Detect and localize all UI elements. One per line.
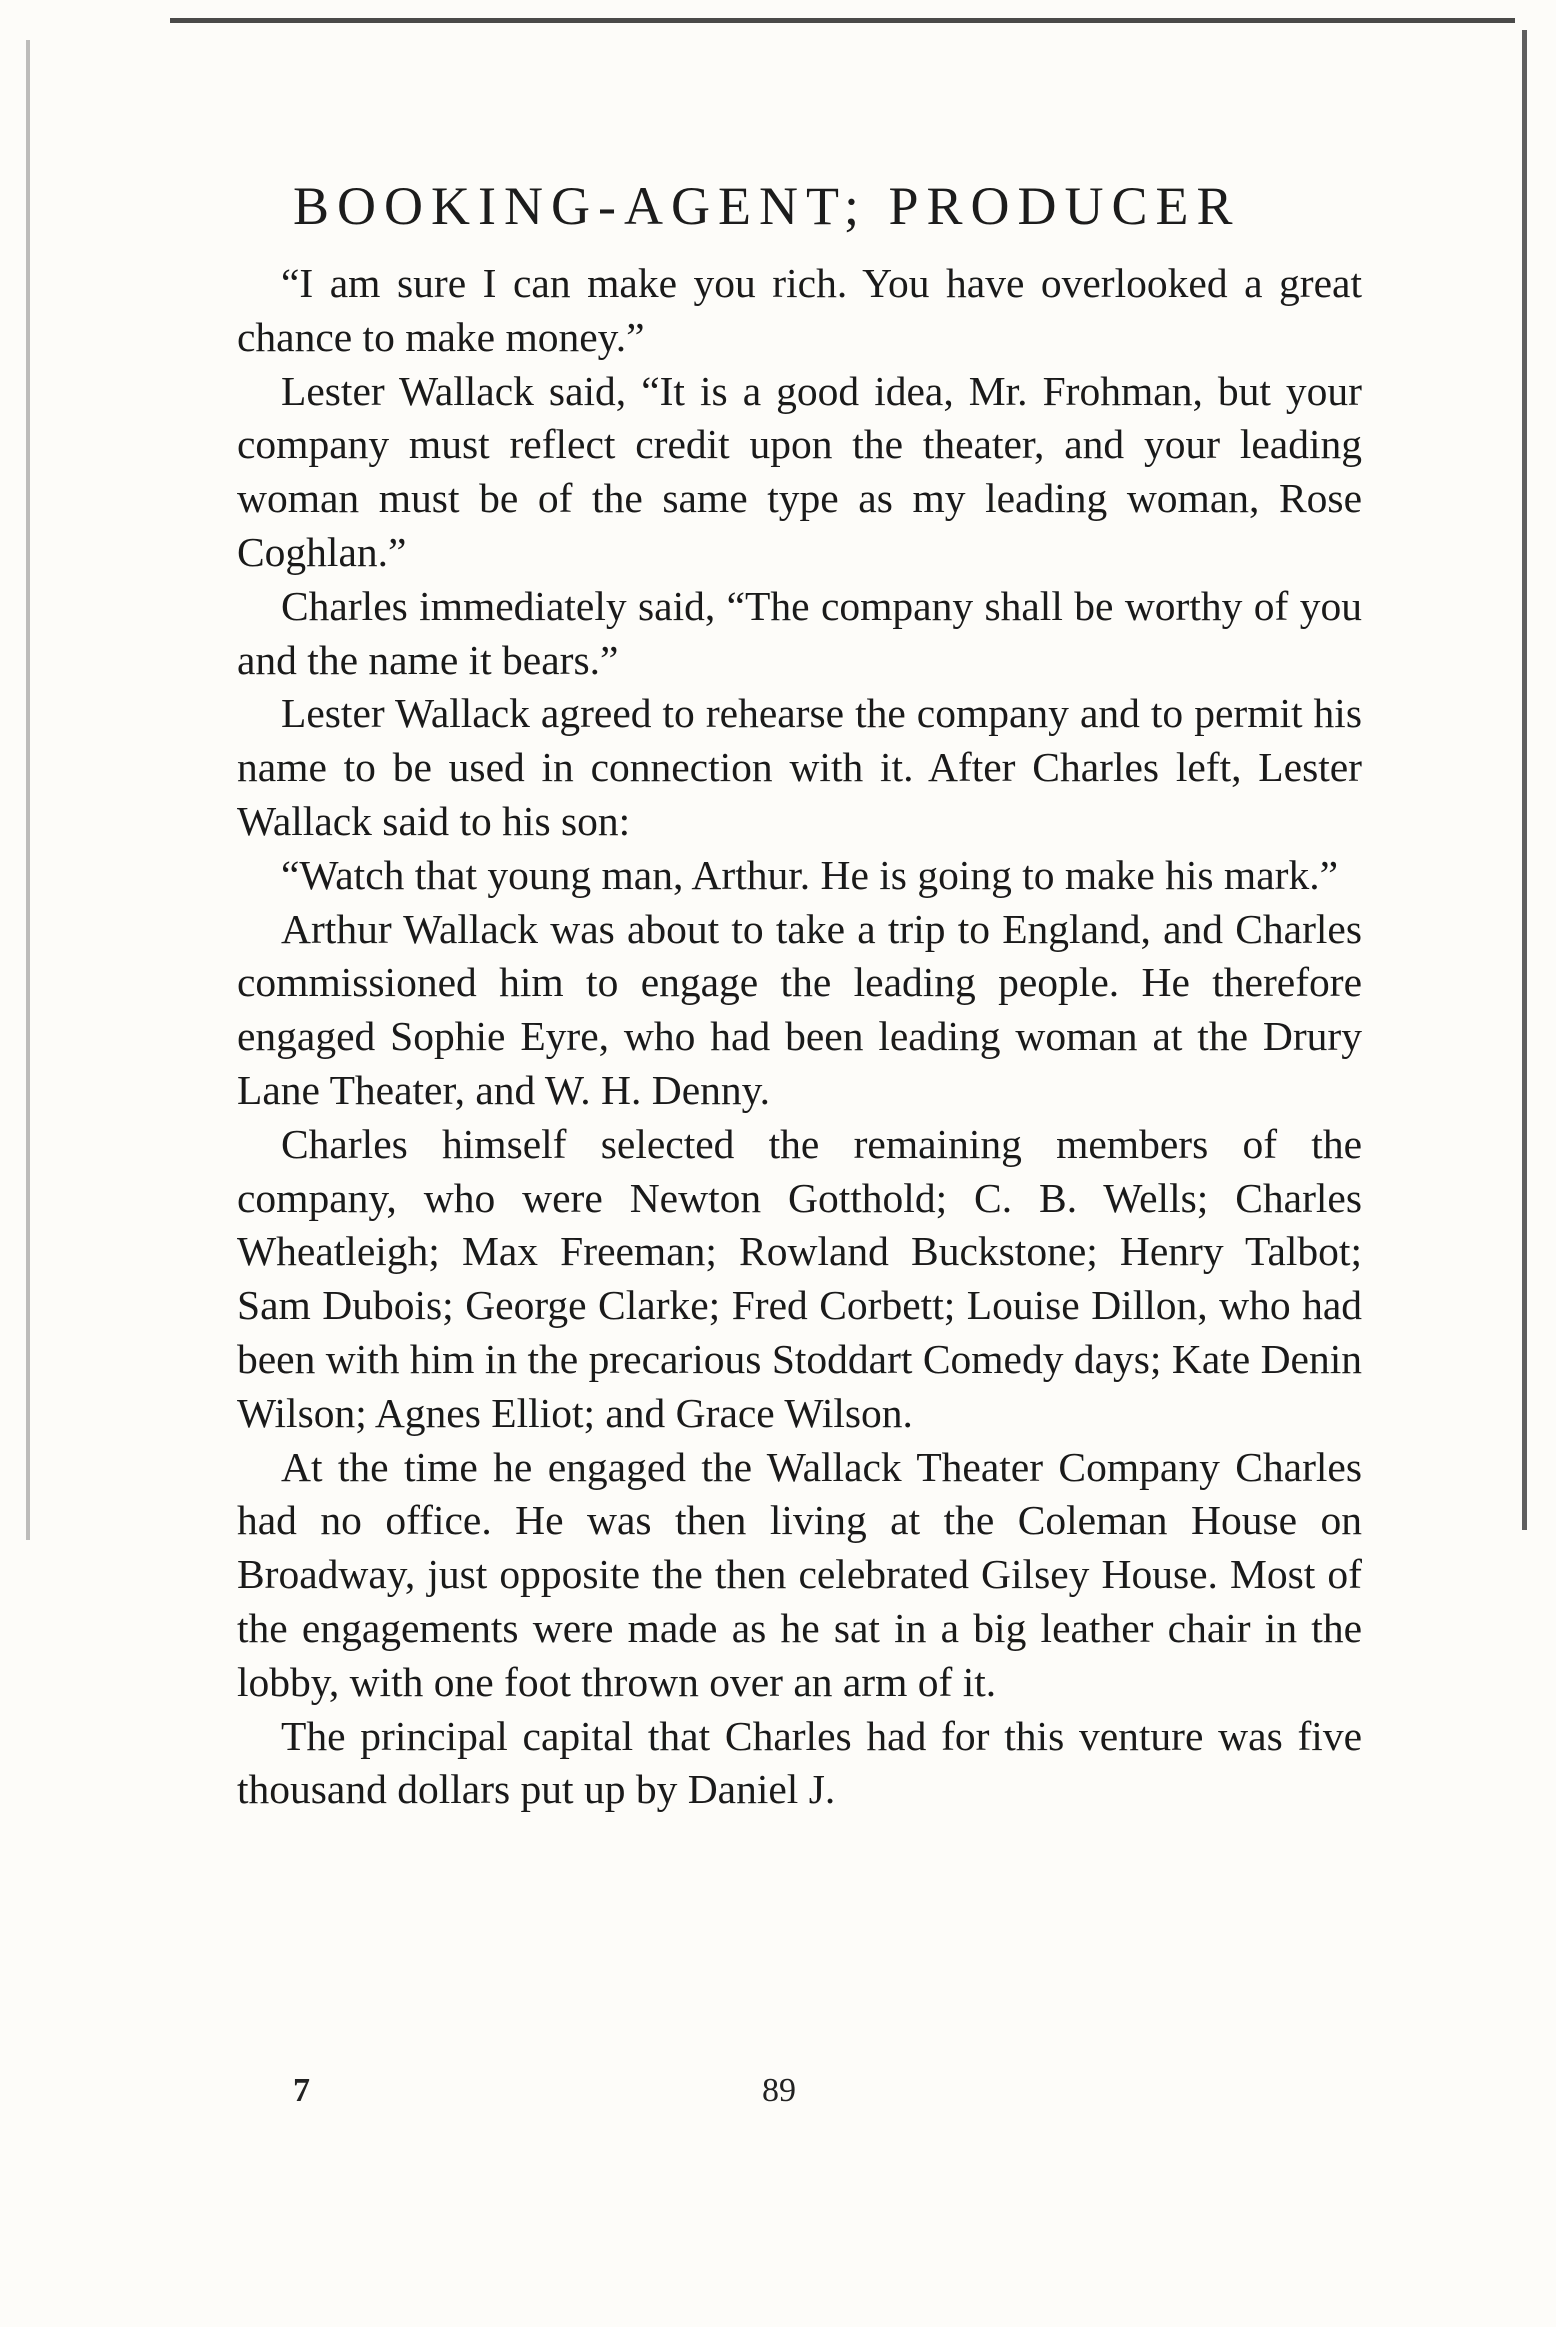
page-number: 89 [762,2072,796,2109]
paragraph: Arthur Wallack was about to take a trip to England, and Charles commissioned him to engage the leading people. He therefore engaged Sophie Eyre, who had been leading woman at the Drury Lane Theater, and W. H. Denny. [237,905,1362,1113]
paragraph: “I am sure I can make you rich. You have overlooked a great chance to make money.” [237,260,1362,360]
paragraph: “Watch that young man, Arthur. He is going to make his mark.” [281,851,1338,898]
paragraph: At the time he engaged the Wallack Theater Company Charles had no office. He was then living at the Coleman House on Broadway, just opposite the then celebrated Gilsey House. Most of the engagements were made as he sat in a big leather chair in the lobby, with one foot thrown over an arm of it. [237,1443,1362,1705]
paragraph: The principal capital that Charles had for this venture was five thousand dollars put up by Daniel J. [237,1712,1362,1813]
page-border-left [26,40,30,1540]
running-head: BOOKING-AGENT; PRODUCER [293,176,1241,236]
paragraph: Charles immediately said, “The company shall be worthy of you and the name it bears.” [237,582,1362,683]
paragraph: Lester Wallack agreed to rehearse the company and to permit his name to be used in connection with it. After Charles left, Lester Wallack said to his son: [237,690,1362,844]
signature-mark: 7 [293,2072,310,2109]
page-border-top [170,18,1515,23]
body-text [237,257,1362,1817]
paragraph: Lester Wallack said, “It is a good idea, Mr. Frohman, but your company must reflect credit upon the theater, and your leading woman must be of the same type as my leading woman, Rose Coghlan.” [237,367,1362,575]
paragraph: Charles himself selected the remaining members of the company, who were Newton Gotthold; C. B. Wells; Charles Wheatleigh; Max Freeman; Rowland Buckstone; Henry Talbot; Sam Dubois; George Clarke; Fred Corbett; Louise Dillon, who had been with him in the precarious Stoddart Comedy days; Kate Denin Wilson; Agnes Elliot; and Grace Wilson. [237,1120,1362,1436]
page-border-right [1522,30,1527,1530]
